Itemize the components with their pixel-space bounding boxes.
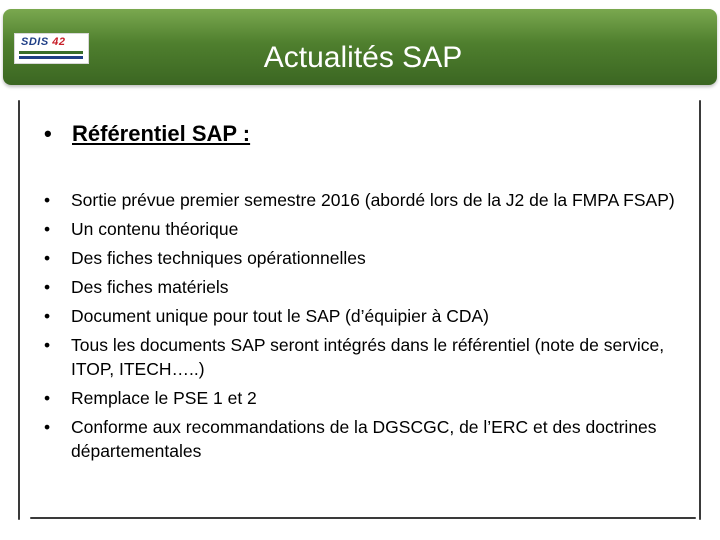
bullet-dot: • [44, 277, 51, 297]
logo-blue-stripe [19, 56, 83, 59]
list-item-text: Remplace le PSE 1 et 2 [71, 388, 257, 408]
bullet-dot: • [44, 388, 51, 408]
bullet-dot: • [44, 335, 51, 355]
list-item-text: Tous les documents SAP seront intégrés dans le référentiel (note de service, ITOP, ITECH…..) [71, 335, 665, 379]
frame-left-line [18, 100, 20, 520]
list-item [44, 217, 684, 241]
list-item [44, 246, 684, 270]
heading-text: Référentiel SAP : [72, 121, 251, 146]
list-item [44, 333, 684, 381]
bullet-list [44, 188, 684, 468]
list-item [44, 304, 684, 328]
bullet-dot: • [44, 190, 51, 210]
list-item-text: Des fiches matériels [71, 277, 229, 297]
section-heading [44, 119, 250, 149]
bullet-dot: • [44, 306, 51, 326]
logo-text [21, 36, 66, 48]
sdis-42-logo [14, 33, 89, 64]
list-item-text: Sortie prévue premier semestre 2016 (abordé lors de la J2 de la FMPA FSAP) [71, 190, 675, 210]
frame-right-line [699, 100, 701, 520]
logo-number: 42 [52, 36, 66, 48]
list-item [44, 188, 684, 212]
logo-name: SDIS [21, 36, 49, 48]
list-item-text: Des fiches techniques opérationnelles [71, 248, 366, 268]
list-item [44, 275, 684, 299]
list-item [44, 415, 684, 463]
list-item-text: Document unique pour tout le SAP (d’équipier à CDA) [71, 306, 489, 326]
frame-bottom-line [30, 517, 696, 519]
list-item-text: Conforme aux recommandations de la DGSCGC, de l’ERC et des doctrines départementales [71, 417, 657, 461]
list-item-text: Un contenu théorique [71, 219, 239, 239]
list-item [44, 386, 684, 410]
bullet-dot: • [44, 417, 51, 437]
bullet-dot: • [44, 219, 51, 239]
title-banner [3, 9, 717, 85]
bullet-dot: • [44, 248, 51, 268]
logo-green-stripe [19, 51, 83, 54]
heading-bullet: • [44, 121, 52, 146]
slide-title: Actualités SAP [263, 41, 463, 74]
